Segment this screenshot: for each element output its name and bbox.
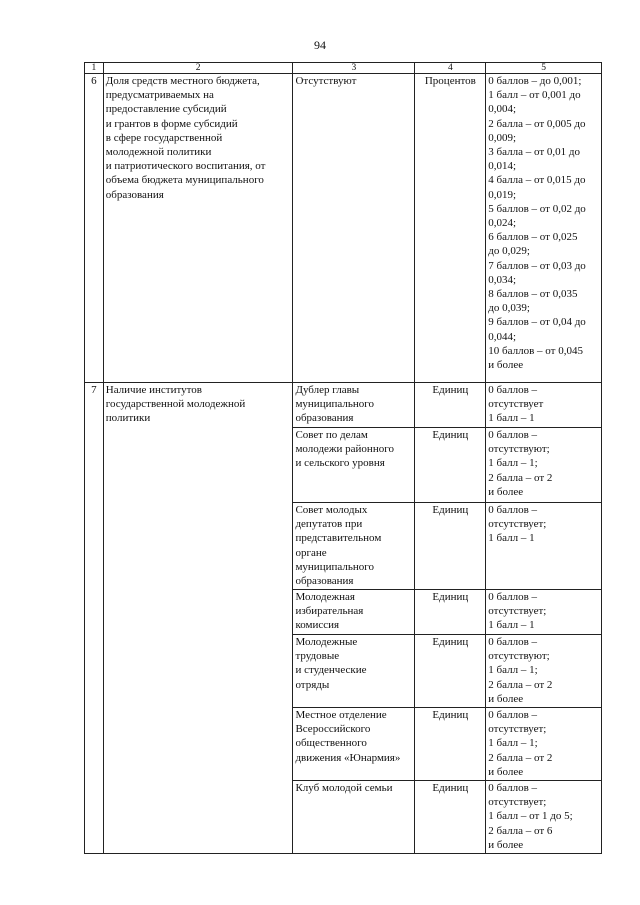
scale-cell bbox=[486, 708, 602, 781]
scale-line: 1 балл – 1; bbox=[488, 457, 538, 470]
scale-cell bbox=[486, 428, 602, 503]
scale-line: 0,024; bbox=[488, 217, 517, 230]
scale-line: и более bbox=[488, 838, 524, 851]
institution-line: образования bbox=[295, 575, 354, 588]
scale-line: 0,034; bbox=[488, 273, 517, 286]
column-number-3: 3 bbox=[293, 63, 415, 74]
column-number-4: 4 bbox=[415, 63, 486, 74]
institution-line: Клуб молодой семьи bbox=[295, 782, 393, 794]
scale-line: 1 балл – 1 bbox=[488, 412, 535, 425]
scale-line: 0 баллов – bbox=[488, 504, 538, 516]
unit-cell bbox=[415, 74, 486, 383]
scale-line: отсутствует bbox=[488, 398, 544, 411]
indicator-line: Наличие институтов bbox=[105, 384, 202, 396]
unit-cell: Единиц bbox=[415, 708, 486, 781]
institution-line: образования bbox=[295, 412, 354, 425]
indicator-line: Доля средств местного бюджета, bbox=[105, 75, 260, 87]
institution-line: трудовые bbox=[295, 650, 340, 663]
scale-line: 0 баллов – bbox=[488, 709, 538, 721]
institution-line: Молодежные bbox=[295, 636, 358, 648]
row-number: 7 bbox=[85, 383, 104, 854]
institution-line: молодежи районного bbox=[295, 443, 394, 456]
scale-cell bbox=[486, 503, 602, 590]
scale-line: 8 баллов – от 0,035 bbox=[488, 288, 578, 301]
scale-line: 0,044; bbox=[488, 330, 517, 343]
institution-line: и сельского уровня bbox=[295, 457, 385, 470]
scale-line: 2 балла – от 2 bbox=[488, 678, 553, 691]
scale-line: 1 балл – 1 bbox=[488, 619, 535, 632]
unit-cell: Единиц bbox=[415, 383, 486, 428]
scale-line: 1 балл – 1 bbox=[488, 532, 535, 545]
unit-cell: Единиц bbox=[415, 503, 486, 590]
column-number-2: 2 bbox=[103, 63, 293, 74]
institution-cell bbox=[293, 708, 415, 781]
column-number-5: 5 bbox=[486, 63, 602, 74]
scale-line: и более bbox=[488, 765, 524, 778]
institution-line: муниципального bbox=[295, 560, 374, 573]
scale-cell bbox=[486, 74, 602, 383]
scale-line: и более bbox=[488, 692, 524, 705]
unit-cell: Единиц bbox=[415, 781, 486, 854]
indicator-line: образования bbox=[105, 188, 164, 201]
column-number-1: 1 bbox=[85, 63, 104, 74]
scale-line: 3 балла – от 0,01 до bbox=[488, 146, 580, 159]
page-number: 94 bbox=[314, 38, 326, 52]
scale-line: 1 балл – от 0,001 до bbox=[488, 89, 581, 102]
institution-line: Всероссийского bbox=[295, 723, 371, 736]
scale-line: 0 баллов – bbox=[488, 384, 538, 396]
scale-cell bbox=[486, 383, 602, 428]
indicator-line: и грантов в форме субсидий bbox=[105, 117, 238, 130]
indicator-line: предусматриваемых на bbox=[105, 89, 214, 102]
unit-text: Процентов bbox=[424, 75, 476, 87]
institution-line: отряды bbox=[295, 678, 330, 691]
institution-line: Молодежная bbox=[295, 591, 355, 603]
scale-line: и более bbox=[488, 485, 524, 498]
institution-cell bbox=[293, 781, 415, 854]
scale-line: 5 баллов – от 0,02 до bbox=[488, 202, 586, 215]
institution-line: движения «Юнармия» bbox=[295, 751, 401, 764]
criteria-table bbox=[84, 62, 602, 854]
scale-line: 0 баллов – bbox=[488, 591, 538, 603]
scale-line: 0 баллов – bbox=[488, 782, 538, 794]
indicator-line: объема бюджета муниципального bbox=[105, 174, 264, 187]
institution-line: Совет молодых bbox=[295, 504, 368, 516]
unit-cell: Единиц bbox=[415, 590, 486, 635]
scale-line: 0 баллов – bbox=[488, 429, 538, 441]
scale-line: отсутствуют; bbox=[488, 650, 550, 663]
institution-cell bbox=[293, 503, 415, 590]
indicator-cell bbox=[103, 383, 293, 854]
institution-cell bbox=[293, 383, 415, 428]
institution-line: и студенческие bbox=[295, 664, 367, 677]
institution-cell bbox=[293, 590, 415, 635]
scale-line: 0 баллов – bbox=[488, 636, 538, 648]
scale-line: 2 балла – от 6 bbox=[488, 824, 553, 837]
indicator-line: государственной молодежной bbox=[105, 398, 246, 411]
scale-line: 2 балла – от 0,005 до bbox=[488, 117, 586, 130]
indicator-line: молодежной политики bbox=[105, 146, 212, 159]
scale-line: 4 балла – от 0,015 до bbox=[488, 174, 586, 187]
scale-line: 2 балла – от 2 bbox=[488, 751, 553, 764]
scale-cell bbox=[486, 635, 602, 708]
table-row-7 bbox=[85, 383, 602, 428]
scale-line: и более bbox=[488, 359, 524, 372]
row-number: 6 bbox=[85, 74, 104, 383]
institution-line: общественного bbox=[295, 737, 367, 750]
scale-line: 1 балл – 1; bbox=[488, 664, 538, 677]
scale-line: 1 балл – 1; bbox=[488, 737, 538, 750]
institution-line: представительном bbox=[295, 532, 382, 545]
scale-line: 1 балл – от 1 до 5; bbox=[488, 810, 573, 823]
indicator-line: в сфере государственной bbox=[105, 131, 223, 144]
scale-line: отсутствует; bbox=[488, 723, 547, 736]
scale-line: 0 баллов – до 0,001; bbox=[488, 75, 582, 87]
institution-line: Местное отделение bbox=[295, 709, 387, 721]
scale-line: 0,014; bbox=[488, 160, 517, 173]
scale-line: 0,009; bbox=[488, 131, 517, 144]
institution-line: Совет по делам bbox=[295, 429, 368, 441]
institution-cell bbox=[293, 635, 415, 708]
scale-line: до 0,029; bbox=[488, 245, 530, 258]
scale-line: 2 балла – от 2 bbox=[488, 471, 553, 484]
indicator-line: политики bbox=[105, 412, 151, 425]
scale-line: 0,004; bbox=[488, 103, 517, 116]
value-text: Отсутствуют bbox=[295, 75, 357, 87]
indicator-line: предоставление субсидий bbox=[105, 103, 227, 116]
institution-line: муниципального bbox=[295, 398, 374, 411]
unit-cell: Единиц bbox=[415, 428, 486, 503]
indicator-line: и патриотического воспитания, от bbox=[105, 160, 266, 173]
value-cell bbox=[293, 74, 415, 383]
unit-cell: Единиц bbox=[415, 635, 486, 708]
institution-line: депутатов при bbox=[295, 518, 363, 531]
institution-cell bbox=[293, 428, 415, 503]
scale-line: 0,019; bbox=[488, 188, 517, 201]
scale-cell bbox=[486, 590, 602, 635]
scale-line: 7 баллов – от 0,03 до bbox=[488, 259, 586, 272]
scale-line: 10 баллов – от 0,045 bbox=[488, 344, 583, 357]
table-row-6 bbox=[85, 74, 602, 383]
scale-line: 9 баллов – от 0,04 до bbox=[488, 316, 586, 329]
scale-line: отсутствует; bbox=[488, 605, 547, 618]
table-header-row bbox=[85, 63, 602, 74]
scale-line: отсутствуют; bbox=[488, 443, 550, 456]
scale-line: отсутствует; bbox=[488, 796, 547, 809]
scale-line: 6 баллов – от 0,025 bbox=[488, 231, 578, 244]
institution-line: избирательная bbox=[295, 605, 364, 618]
scale-line: отсутствует; bbox=[488, 518, 547, 531]
scale-cell bbox=[486, 781, 602, 854]
indicator-cell bbox=[103, 74, 293, 383]
institution-line: комиссия bbox=[295, 619, 340, 632]
institution-line: Дублер главы bbox=[295, 384, 360, 396]
scale-line: до 0,039; bbox=[488, 302, 530, 315]
institution-line: органе bbox=[295, 546, 327, 559]
